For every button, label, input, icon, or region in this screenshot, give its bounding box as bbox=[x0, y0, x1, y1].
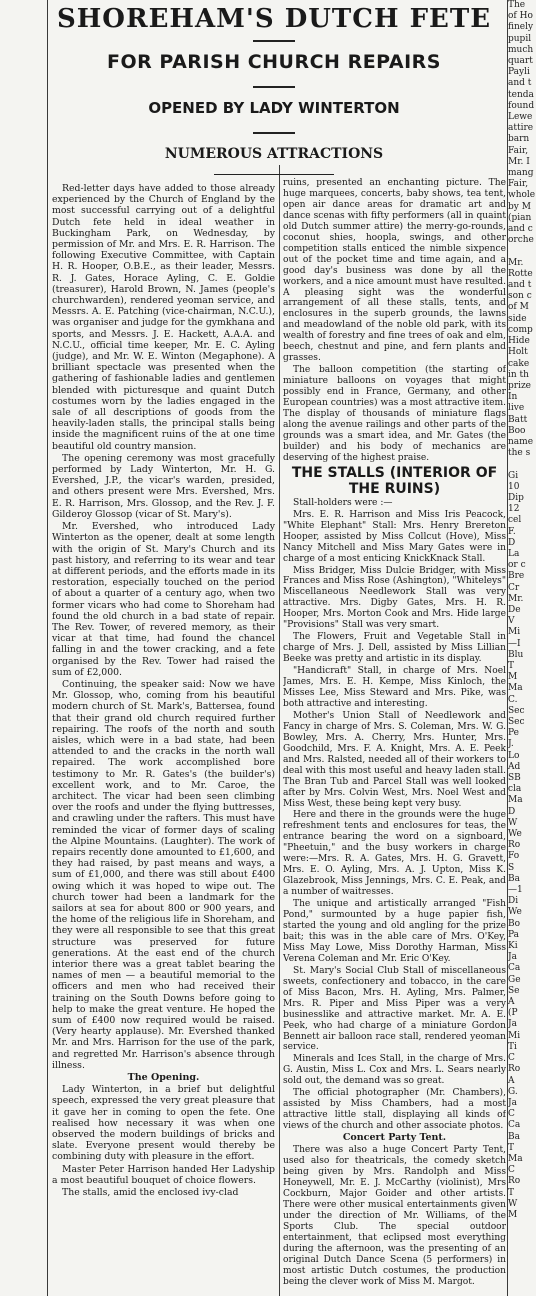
edge-line: Bo bbox=[508, 918, 521, 929]
edge-line: barn bbox=[508, 134, 530, 145]
edge-line: Mr. bbox=[508, 593, 524, 604]
edge-line: 10 bbox=[508, 481, 520, 492]
edge-line: cel bbox=[508, 515, 522, 526]
edge-line: J. bbox=[508, 739, 514, 750]
article-paragraph: The unique and artistically arranged "Fish Pond," surmounted by a huge papier fish, started the young and old angling for the prize bait; this was in the able care of Mrs. O'Key, Miss May Lowe, Miss Dorothy Harman, Miss Verena Coleman and Mr. Eric O'Key. bbox=[283, 899, 506, 964]
edge-line bbox=[508, 246, 536, 257]
edge-line: (pian bbox=[508, 212, 532, 223]
edge-line: —I bbox=[508, 638, 521, 649]
article-paragraph: "Handicraft" Stall, in charge of Mrs. Noel James, Mrs. E. H. Kempe, Miss Kinloch, the Misses Lee, Miss Steward and Mrs. Pike, was both attractive and interesting. bbox=[283, 666, 506, 709]
edge-line: T bbox=[508, 660, 515, 671]
edge-line: Batt bbox=[508, 414, 528, 425]
edge-line: Fo bbox=[508, 851, 520, 862]
edge-line: Rotte bbox=[508, 268, 533, 279]
edge-line: M bbox=[508, 1209, 518, 1220]
edge-line: finely bbox=[508, 22, 534, 33]
edge-line: W bbox=[508, 817, 518, 828]
edge-line: We bbox=[508, 829, 522, 840]
edge-line: cake bbox=[508, 358, 530, 369]
article-paragraph: Mother's Union Stall of Needlework and Fancy in charge of Mrs. S. Coleman, Mrs. W. G. Bowley, Mrs. A. Cherry, Mrs. Hunter, Mrs. Goodchild, Mrs. F. A. Knight, Mrs. A. E. Peek and Mrs. Ralsted, needed all of their workers to deal with this most useful and heavy laden stall. The Bran Tub and Parcel Stall was well looked after by Mrs. Colvin West, Mrs. Noel West and Miss West, these being kept very busy. bbox=[283, 710, 506, 809]
edge-line: Sec bbox=[508, 705, 525, 716]
edge-line: whole bbox=[508, 190, 536, 201]
edge-line: the s bbox=[508, 448, 531, 459]
edge-line: attire bbox=[508, 123, 534, 134]
article-paragraph: St. Mary's Social Club Stall of miscellaneous sweets, confectionery and tobacco, in the care of Miss Bacon, Mrs. H. Ayling, Mrs. Palmer, Mrs. R. Piper and Miss Piper was a very businesslike and attractive market. Mr. A. E. Peek, who had charge of a miniature Gordon Bennett air balloon race stall, rendered yeoman service. bbox=[283, 965, 506, 1053]
edge-line: Di bbox=[508, 896, 519, 907]
edge-line: T bbox=[508, 1142, 515, 1153]
attractions-headline: NUMEROUS ATTRACTIONS bbox=[164, 146, 384, 162]
edge-line: mang bbox=[508, 168, 534, 179]
edge-line bbox=[508, 459, 536, 470]
edge-line: pupil bbox=[508, 33, 532, 44]
edge-line: M bbox=[508, 672, 518, 683]
edge-line: found bbox=[508, 100, 535, 111]
stalls-heading: THE STALLS (INTERIOR OF THE RUINS) bbox=[291, 464, 498, 497]
edge-line: Ti bbox=[508, 1041, 517, 1052]
edge-line: D bbox=[508, 537, 516, 548]
edge-line: Bre bbox=[508, 571, 525, 582]
edge-line: side bbox=[508, 313, 527, 324]
edge-line: C bbox=[508, 1165, 515, 1176]
edge-line: G. bbox=[508, 1086, 518, 1097]
edge-line: Mi bbox=[508, 1030, 521, 1041]
edge-line: C bbox=[508, 1109, 515, 1120]
article-paragraph: The official photographer (Mr. Chambers), assisted by Miss Chambers, had a most attractive little stall, displaying all kinds of views of the church and other associate photos. bbox=[283, 1088, 506, 1132]
edge-line: A bbox=[508, 997, 515, 1008]
edge-line: Boo bbox=[508, 425, 526, 436]
article-paragraph: Mr. Evershed, who introduced Lady Winterton as the opener, dealt at some length with the origin of St. Mary's Church and its past history, and referring to its wear and tear at different periods, and the efforts made in its restoration, especially touched on the period of about a quarter of a century ago, when two former vicars who had come to Shoreham had found the old church in a bad state of repair. The Rev. Tower, of revered memory, as their vicar at that time, had found the chancel falling in and the tower cracking, and a fete organised by the Rev. Tower had raised the sum of £2,000. bbox=[52, 521, 275, 678]
adjacent-column-clipped bbox=[508, 0, 536, 1296]
edge-line: Mr. I bbox=[508, 156, 530, 167]
article-paragraph: The stalls, amid the enclosed ivy-clad bbox=[62, 1187, 239, 1199]
edge-line: Ja bbox=[508, 1019, 517, 1030]
edge-line: Ki bbox=[508, 941, 518, 952]
edge-line: Lewe bbox=[508, 112, 533, 123]
edge-line: of Ho bbox=[508, 11, 533, 22]
article-paragraph: The balloon competition (the starting of miniature balloons on voyages that might possibly end in France, Germany, and other European countries) was a most attractive item. The display of thousands of miniature flags along the avenue railings and other parts of the grounds was a smart idea, and Mr. Gates (the builder) and his body of mechanics are deserving of the highest praise. bbox=[283, 365, 506, 463]
edge-line: quart bbox=[508, 56, 533, 67]
edge-line: Se bbox=[508, 985, 520, 996]
edge-line: comp bbox=[508, 324, 533, 335]
article-paragraph: The Flowers, Fruit and Vegetable Stall in charge of Mrs. J. Dell, assisted by Miss Lillian Beeke was pretty and artistic in its display. bbox=[283, 632, 506, 665]
edge-line: live bbox=[508, 403, 525, 414]
edge-line: Mi bbox=[508, 627, 521, 638]
opening-subheading: The Opening. bbox=[127, 1072, 200, 1084]
edge-line: by M bbox=[508, 201, 531, 212]
edge-line: Fair, bbox=[508, 145, 529, 156]
edge-line: son c bbox=[508, 291, 532, 302]
edge-line: of M bbox=[508, 302, 529, 313]
article-column-left bbox=[52, 183, 275, 1199]
edge-line: Cr bbox=[508, 582, 520, 593]
edge-line: orche bbox=[508, 235, 534, 246]
edge-line: 12 bbox=[508, 504, 520, 515]
edge-line: A bbox=[508, 1075, 515, 1086]
edge-line: F. bbox=[508, 526, 516, 537]
edge-line: in th bbox=[508, 369, 529, 380]
edge-line: tenda bbox=[508, 89, 534, 100]
edge-line: Ad bbox=[508, 761, 521, 772]
edge-line: S bbox=[508, 862, 515, 873]
edge-line: C. bbox=[508, 694, 518, 705]
concert-subheading: Concert Party Tent. bbox=[342, 1132, 447, 1144]
article-paragraph: Miss Bridger, Miss Dulcie Bridger, with Miss Frances and Miss Rose (Ashington), "Whiteleys" Miscellaneous Needlework Stall was very attractive. Mrs. Digby Gates, Mrs. H. R. Hooper, Mrs. Morton Cook and Mrs. Hide large "Provisions" Stall was very smart. bbox=[283, 565, 506, 631]
article-paragraph: Lady Winterton, in a brief but delightful speech, expressed the very great pleasure that it gave her in coming to open the fete. One realised how necessary it was when one observed the modern buildings of bricks and slate. Everyone present would thereby be combining duty with pleasure in the effort. bbox=[52, 1084, 275, 1163]
article-paragraph: Minerals and Ices Stall, in the charge of Mrs. G. Austin, Miss L. Cox and Mrs. L. Sears nearly sold out, the demand was so great. bbox=[283, 1054, 506, 1087]
edge-line: Ro bbox=[508, 1064, 521, 1075]
edge-line: T bbox=[508, 1187, 515, 1198]
article-paragraph: Mrs. E. R. Harrison and Miss Iris Peacock, "White Elephant" Stall: Mrs. Henry Brereton Hooper, assisted by Miss Collcut (Hove), Miss Nancy Mitchell and Miss Mary Gates were in charge of a most enticing KnickKnack Stall. bbox=[283, 509, 506, 564]
edge-line: Ma bbox=[508, 683, 523, 694]
article-column-middle bbox=[283, 178, 506, 1288]
edge-line: Ma bbox=[508, 795, 523, 806]
edge-line: C bbox=[508, 1053, 515, 1064]
edge-line: Ba bbox=[508, 1131, 520, 1142]
edge-line: SB bbox=[508, 773, 521, 784]
edge-line: We bbox=[508, 907, 522, 918]
edge-line: Ca bbox=[508, 1120, 521, 1131]
edge-line: Ge bbox=[508, 974, 521, 985]
edge-line: Ja bbox=[508, 1097, 517, 1108]
opened-by-headline: OPENED BY LADY WINTERTON bbox=[148, 99, 400, 117]
edge-line: Holt bbox=[508, 347, 528, 358]
edge-line: prize bbox=[508, 380, 532, 391]
edge-line: Ja bbox=[508, 952, 517, 963]
edge-line: Blu bbox=[508, 649, 524, 660]
column-rule-left bbox=[47, 0, 48, 1296]
edge-line: name bbox=[508, 436, 534, 447]
edge-line: Pa bbox=[508, 929, 520, 940]
edge-line: Ro bbox=[508, 840, 521, 851]
edge-line: and c bbox=[508, 224, 533, 235]
edge-line: Gi bbox=[508, 470, 519, 481]
article-paragraph: Red-letter days have added to those already experienced by the Church of England by the most successful carrying out of a delightful Dutch fete held in ideal weather in Buckingham Park, on Wednesday, by permission of Mr. and Mrs. E. R. Harrison. The following Executive Committee, with Captain H. R. Hooper, O.B.E., as their leader, Messrs. R. J. Gates, Horace Ayling, C. E. Goldie (treasurer), Harold Brown, N. James (people's churchwarden), rendered yeoman service, and Messrs. A. E. Patching (vice-chairman, N.C.U.), was organiser and judge for the gymkhana and sports, and Messrs. J. E. Hackett, A.A.A. and N.C.U., official time keeper, Mr. E. C. Ayling (judge), and Mr. W. E. Winton (Megaphone). A brilliant spectacle was presented when the gathering of fashionable ladies and gentlemen blended with picturesque and quaint Dutch costumes worn by the ladies engaged in the sale of all descriptions of goods from the heavily-laden stalls, the principal stalls being inside the magnificent ruins of the at one time beautiful old country mansion. bbox=[52, 183, 275, 452]
edge-line: Payli bbox=[508, 67, 530, 78]
edge-line: De bbox=[508, 604, 521, 615]
edge-line: W bbox=[508, 1198, 518, 1209]
article-paragraph: Here and there in the grounds were the huge refreshment tents and enclosures for teas, the entrance bearing the word on a signboard, "Pheetuin," and the busy workers in charge were:—Mrs. R. A. Gates, Mrs. H. G. Gravett, Mrs. E. O. Ayling, Mrs. A. J. Upton, Miss K. Glazebrook, Miss Jennings, Mrs. C. E. Peak, and a number of waitresses. bbox=[283, 810, 506, 898]
edge-line: Sec bbox=[508, 717, 525, 727]
column-rule-middle bbox=[279, 165, 280, 1296]
article-paragraph: Continuing, the speaker said: Now we have Mr. Glossop, who, coming from his beautiful modern church of St. Mark's, Battersea, found that their grand old church required further repairing. The roofs of the north and south aisles, which were in a bad state, had been attended to and the cracks in the north wall repaired. The work accomplished bore testimony to Mr. R. Gates's (the builder's) excellent work, and to Mr. Caroe, the architect. The vicar had been seen climbing over the roofs and under the flying buttresses, and crawling under the rafters. This must have reminded the vicar of former days of scaling the Alpine Mountains. (Laughter). The work of repairs recently done amounted to £1,600, and they had raised, by past means and ways, a sum of £1,000, and there was still about £400 owing which it was hoped to wipe out. The church tower had been a landmark for the sailors at sea for about 800 or 900 years, and the home of the religious life in Shoreham, and they were all responsible to see that this great structure was preserved for future generations. At the east end of the church interior there was a great tablet bearing the names of men — a beautiful memorial to the officers and men who had received their training on the South Downs before going to help to make the great venture. He hoped the sum of £400 now required would be raised. (Very hearty applause). Mr. Evershed thanked Mr. and Mrs. Harrison for the use of the park, and regretted Mr. Harrison's absence through illness. bbox=[52, 678, 275, 1071]
article-paragraph: Stall-holders were :— bbox=[293, 497, 393, 508]
article-paragraph: ruins, presented an enchanting picture. The huge marquees, concerts, baby shows, tea tent, open air dance areas for dramatic art and dance scenas with fifty performers (all in quaint old Dutch summer attire) the merry-go-rounds, coconut shies, hoopla, swings, and other competition stalls enticed the nimble sixpence out of the pocket time and time again, and a good day's business was done by all the workers, and a nice amount must have resulted. A pleasing sight was the wonderful arrangement of all these stalls, tents, and enclosures in the superb grounds, the lawns and meadowland of the noble old park, with its wealth of forestry and fine trees of oak and elm, beech, chestnut and pine, and fern plants and grasses. bbox=[283, 178, 506, 364]
article-paragraph: The opening ceremony was most gracefully performed by Lady Winterton, Mr. H. G. Evershed, J.P., the vicar's warden, presided, and others present were Mrs. Evershed, Mrs. E. R. Harrison, Mrs. Glossop, and the Rev. J. F. Gilderoy Glossop (vicar of St. Mary's). bbox=[52, 452, 275, 520]
article-paragraph: There was also a huge Concert Party Tent, used also for theatricals, the comedy sketch being given by Mrs. Randolph and Miss Honeywell, Mr. E. J. McCarthy (violinist), Mrs Cockburn, Major Goider and other artists. There were other musical entertainments given under the direction of Mr. Williams, of the Sports Club. The special outdoor entertainment, that eclipsed most everything during the afternoon, was the presenting of an original Dutch Dance Scena (5 performers) in most artistic Dutch costumes, the production being the clever work of Miss M. Margot. bbox=[283, 1145, 506, 1287]
sub-headline: FOR PARISH CHURCH REPAIRS bbox=[107, 51, 441, 73]
edge-line: V bbox=[508, 616, 515, 627]
edge-line: and t bbox=[508, 78, 532, 89]
edge-line: D bbox=[508, 806, 516, 817]
edge-line: —1 bbox=[508, 885, 523, 896]
edge-line: cla bbox=[508, 784, 522, 795]
edge-line: Pe bbox=[508, 728, 519, 739]
edge-line: (P bbox=[508, 1008, 518, 1019]
edge-line: Ca bbox=[508, 963, 521, 974]
edge-line: Fair, bbox=[508, 179, 529, 190]
edge-line: much bbox=[508, 44, 534, 55]
edge-line: Ba bbox=[508, 873, 520, 884]
edge-line: or c bbox=[508, 560, 526, 571]
edge-line: Hide bbox=[508, 336, 530, 347]
edge-line: La bbox=[508, 548, 520, 559]
headline-block bbox=[50, 2, 498, 175]
edge-line: and t bbox=[508, 280, 532, 291]
edge-line: Ma bbox=[508, 1153, 523, 1164]
edge-line: Dip bbox=[508, 492, 524, 503]
edge-line: Mr. bbox=[508, 257, 524, 268]
main-headline: SHOREHAM'S DUTCH FETE bbox=[56, 4, 492, 34]
article-paragraph: Master Peter Harrison handed Her Ladyship a most beautiful bouquet of choice flowers. bbox=[52, 1163, 275, 1186]
edge-line: Ro bbox=[508, 1176, 521, 1187]
edge-line: The bbox=[508, 0, 526, 10]
edge-line: Lo bbox=[508, 750, 520, 761]
edge-line: In bbox=[508, 392, 518, 403]
headline-divider bbox=[214, 174, 334, 175]
